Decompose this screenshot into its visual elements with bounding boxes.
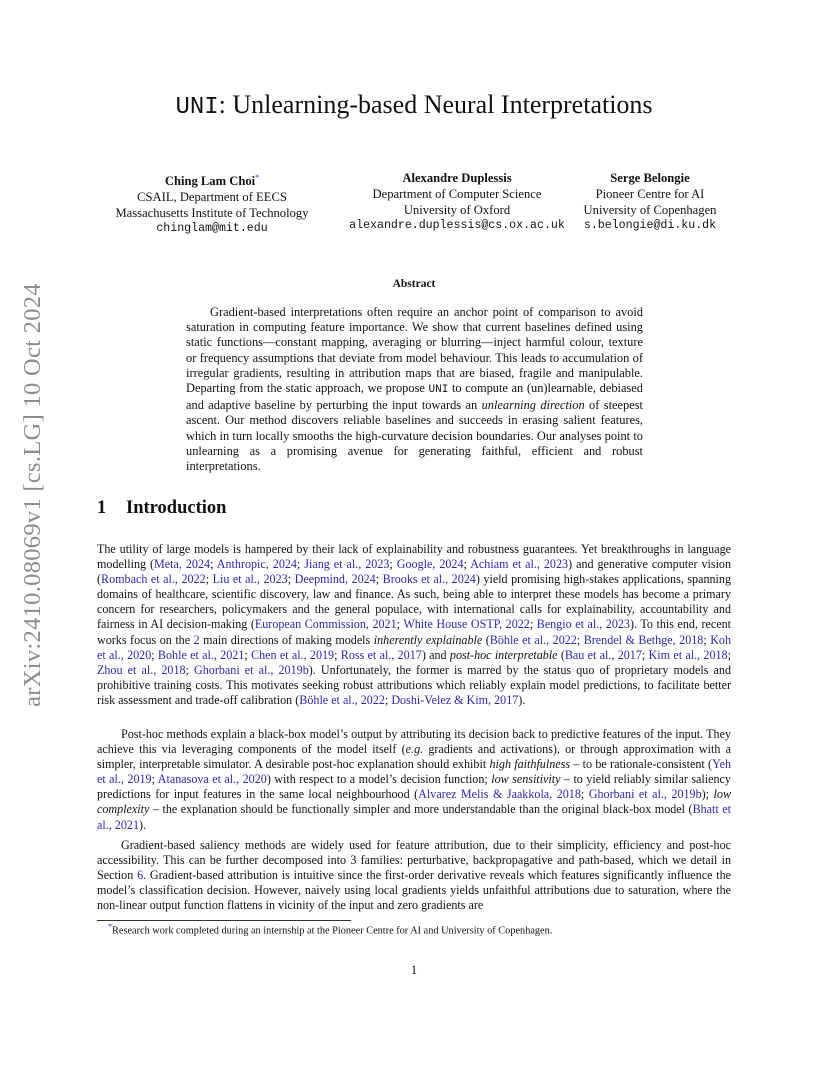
citation-link[interactable]: Brooks et al., 2024 bbox=[382, 572, 476, 587]
citation-link[interactable]: Ghorbani et al., 2019b bbox=[588, 787, 702, 802]
body-text: ; bbox=[375, 572, 383, 587]
author-name: Ching Lam Choi bbox=[164, 174, 256, 189]
body-text: ) and bbox=[421, 647, 450, 662]
body-text: ( bbox=[557, 647, 565, 662]
body-text: – to be rationale-consistent ( bbox=[570, 757, 713, 772]
citation-link[interactable]: Kim et al., 2018 bbox=[648, 647, 728, 662]
body-text: ). Unfortunately, the former is marred by the status quo of proprietary models and prohibitive training costs. This motivates seeking robust attributions which reliably explain model predictions, to facilitate better risk assessment and trade-off calibration ( bbox=[97, 662, 731, 707]
body-text: ; bbox=[244, 647, 252, 662]
author-institution: University of Copenhagen bbox=[583, 203, 717, 217]
citation-link[interactable]: Zhou et al., 2018 bbox=[97, 662, 186, 677]
author-email: chinglam@mit.edu bbox=[156, 222, 268, 236]
body-text: ; bbox=[580, 787, 589, 802]
author-block-1 bbox=[97, 170, 327, 237]
author-affiliation: Pioneer Centre for AI bbox=[595, 187, 705, 201]
citation-link[interactable]: 6 bbox=[137, 868, 144, 883]
footnote bbox=[108, 922, 552, 936]
author-affiliation: CSAIL, Department of EECS bbox=[137, 190, 287, 205]
intro-paragraph-1 bbox=[97, 542, 731, 708]
citation-link[interactable]: Koh et al., 2020 bbox=[97, 632, 732, 662]
body-text: ; bbox=[576, 632, 584, 647]
body-text: Post-hoc methods explain a black-box model’s output by attributing its decision back to predictive features of the input. They achieve this via leveraging components of the model itself ( bbox=[97, 727, 731, 757]
arxiv-identifier: arXiv:2410.08069v1 [cs.LG] 10 Oct 2024 bbox=[19, 283, 46, 707]
footnote-mark: * bbox=[108, 922, 112, 931]
emphasis-text: post-hoc interpretable bbox=[449, 647, 558, 662]
citation-link[interactable]: Deepmind, 2024 bbox=[294, 572, 376, 587]
body-text: ; bbox=[205, 572, 213, 587]
body-text: ; bbox=[384, 692, 392, 707]
citation-link[interactable]: Bau et al., 2017 bbox=[564, 647, 642, 662]
paper-title bbox=[0, 90, 828, 121]
body-text: ). bbox=[518, 692, 526, 707]
footnote-text: Research work completed during an internship at the Pioneer Centre for AI and University of Copenhagen. bbox=[112, 925, 553, 937]
body-text: The utility of large models is hampered by their lack of explainability and robustness guarantees. Yet breakthroughs in language modelling ( bbox=[97, 542, 731, 572]
body-text: ; bbox=[727, 647, 731, 662]
body-text: ). To this end, recent works focus on the bbox=[97, 617, 732, 647]
intro-paragraph-2 bbox=[97, 727, 731, 833]
body-text: gradients and activations), or through approximation with a simpler, interpretable simulator. A desirable post-hoc explanation should exhibit bbox=[97, 742, 731, 772]
author-affiliation: Department of Computer Science bbox=[372, 187, 542, 201]
title-acronym: UNI bbox=[175, 94, 219, 121]
author-block-2 bbox=[322, 170, 592, 234]
author-email: s.belongie@di.ku.dk bbox=[583, 219, 717, 232]
body-text: ; bbox=[703, 632, 711, 647]
body-text: Gradient-based saliency methods are widely used for feature attribution, due to their simplicity, efficiency and post-hoc accessibility. This can be further decomposed into 3 families: perturbative, backpropagative and path-based, which we detail in Section bbox=[97, 838, 731, 883]
citation-link[interactable]: Bohle et al., 2021 bbox=[157, 647, 245, 662]
citation-link[interactable]: Rombach et al., 2022 bbox=[101, 572, 206, 587]
body-text: ; bbox=[151, 647, 158, 662]
citation-link[interactable]: Brendel & Bethge, 2018 bbox=[583, 632, 704, 647]
body-text: ; bbox=[296, 557, 305, 572]
citation-link[interactable]: 2 bbox=[193, 632, 200, 647]
page-number: 1 bbox=[410, 963, 418, 977]
citation-link[interactable]: Jiang et al., 2023 bbox=[304, 557, 390, 572]
body-text: ) and generative computer vision ( bbox=[97, 557, 732, 587]
author-institution: University of Oxford bbox=[403, 203, 511, 217]
emphasis-text: e.g. bbox=[405, 742, 424, 757]
citation-link[interactable]: Achiam et al., 2023 bbox=[470, 557, 569, 572]
body-text: . Gradient-based attribution is intuitive since the first-order derivative reveals which features significantly influence the model’s classification decision. However, naively using local gradients yields unfaithful attributions due to saturation, where the non-linear output function flattens in vicinity of the input and zero gradients are bbox=[97, 868, 731, 913]
author-block-3 bbox=[570, 170, 730, 234]
abstract-heading: Abstract bbox=[392, 278, 436, 290]
body-text: ( bbox=[482, 632, 490, 647]
intro-paragraph-3 bbox=[97, 838, 731, 913]
abstract-text: Gradient-based interpretations often require an anchor point of comparison to avoid saturation in computing feature importance. We show that current baselines defined using static functions—constant mapping, averaging or blurring—inject harmful colour, texture or frequency assumptions that deviate from model behaviour. This leads to accumulation of irregular gradients, resulting in attribution maps that are biased, fragile and manipulable. Departing from the static approach, we propose UNI to compute an (un)learnable, debiased and adaptive baseline by perturbing the input towards an unlearning direction of steepest ascent. Our method discovers reliable baselines and succeeds in erasing salient features, which in turn locally smooths the high-curvature decision boundaries. Our analyses point to unlearning as a promising avenue for generating faithful, efficient and robust interpretations. bbox=[186, 305, 643, 474]
citation-link[interactable]: Bengio et al., 2023 bbox=[536, 617, 630, 632]
citation-link[interactable]: Anthropic, 2024 bbox=[216, 557, 297, 572]
body-text: ; bbox=[334, 647, 341, 662]
citation-link[interactable]: Meta, 2024 bbox=[154, 557, 211, 572]
emphasis-text: inherently explainable bbox=[373, 632, 483, 647]
citation-link[interactable]: Atanasova et al., 2020 bbox=[157, 772, 267, 787]
emphasis-text: low complexity bbox=[97, 787, 732, 817]
body-text: ; bbox=[396, 617, 404, 632]
citation-link[interactable]: Liu et al., 2023 bbox=[212, 572, 288, 587]
body-text: ; bbox=[210, 557, 217, 572]
body-text: main directions of making models bbox=[199, 632, 374, 647]
body-text: ; bbox=[389, 557, 397, 572]
body-text: ; bbox=[529, 617, 537, 632]
citation-link[interactable]: White House OSTP, 2022 bbox=[403, 617, 530, 632]
emphasis-text: high faithfulness bbox=[489, 757, 571, 772]
body-text: ; bbox=[463, 557, 471, 572]
citation-link[interactable]: Yeh et al., 2019 bbox=[97, 757, 732, 787]
author-name: Serge Belongie bbox=[610, 171, 690, 185]
body-text: – to yield reliably similar saliency predictions for input features in the same local neighbourhood ( bbox=[97, 772, 731, 802]
body-text: ) with respect to a model’s decision function; bbox=[266, 772, 492, 787]
body-text: ; bbox=[641, 647, 649, 662]
citation-link[interactable]: Ross et al., 2017 bbox=[340, 647, 422, 662]
citation-link[interactable]: Ghorbani et al., 2019b bbox=[194, 662, 309, 677]
section-heading bbox=[97, 498, 226, 519]
citation-link[interactable]: Bhatt et al., 2021 bbox=[97, 802, 732, 832]
citation-link[interactable]: European Commission, 2021 bbox=[254, 617, 397, 632]
citation-link[interactable]: Google, 2024 bbox=[396, 557, 464, 572]
author-name: Alexandre Duplessis bbox=[402, 171, 512, 185]
body-text: ; bbox=[151, 772, 158, 787]
title-text: : Unlearning-based Neural Interpretations bbox=[218, 90, 653, 119]
citation-link[interactable]: Doshi-Velez & Kim, 2017 bbox=[391, 692, 519, 707]
arxiv-sidebar bbox=[13, 283, 53, 707]
body-text: ). bbox=[139, 817, 147, 832]
author-institution: Massachusetts Institute of Technology bbox=[115, 206, 309, 221]
section-title: Introduction bbox=[126, 498, 227, 518]
body-text: ; bbox=[185, 662, 195, 677]
emphasis-text: low sensitivity bbox=[491, 772, 561, 787]
footnote-mark: * bbox=[255, 173, 260, 182]
citation-link[interactable]: Chen et al., 2019 bbox=[251, 647, 335, 662]
body-text: ; bbox=[287, 572, 295, 587]
citation-link[interactable]: Böhle et al., 2022 bbox=[299, 692, 385, 707]
citation-link[interactable]: Alvarez Melis & Jaakkola, 2018 bbox=[418, 787, 581, 802]
body-text: ); bbox=[701, 787, 714, 802]
body-text: ) yield promising high-stakes applications, spanning domains of healthcare, scientific discovery, law and finance. As such, being able to interpret these models has become a primary concern for researchers, policymakers and the general populace, with international calls for explainability, accountability and fairness in AI decision-making ( bbox=[97, 572, 731, 632]
body-text: – the explanation should be functionally simpler and more understandable than the original black-box model ( bbox=[149, 802, 693, 817]
author-email: alexandre.duplessis@cs.ox.ac.uk bbox=[349, 219, 565, 232]
citation-link[interactable]: Böhle et al., 2022 bbox=[489, 632, 577, 647]
footnote-rule bbox=[97, 920, 351, 921]
section-number: 1 bbox=[97, 498, 107, 518]
